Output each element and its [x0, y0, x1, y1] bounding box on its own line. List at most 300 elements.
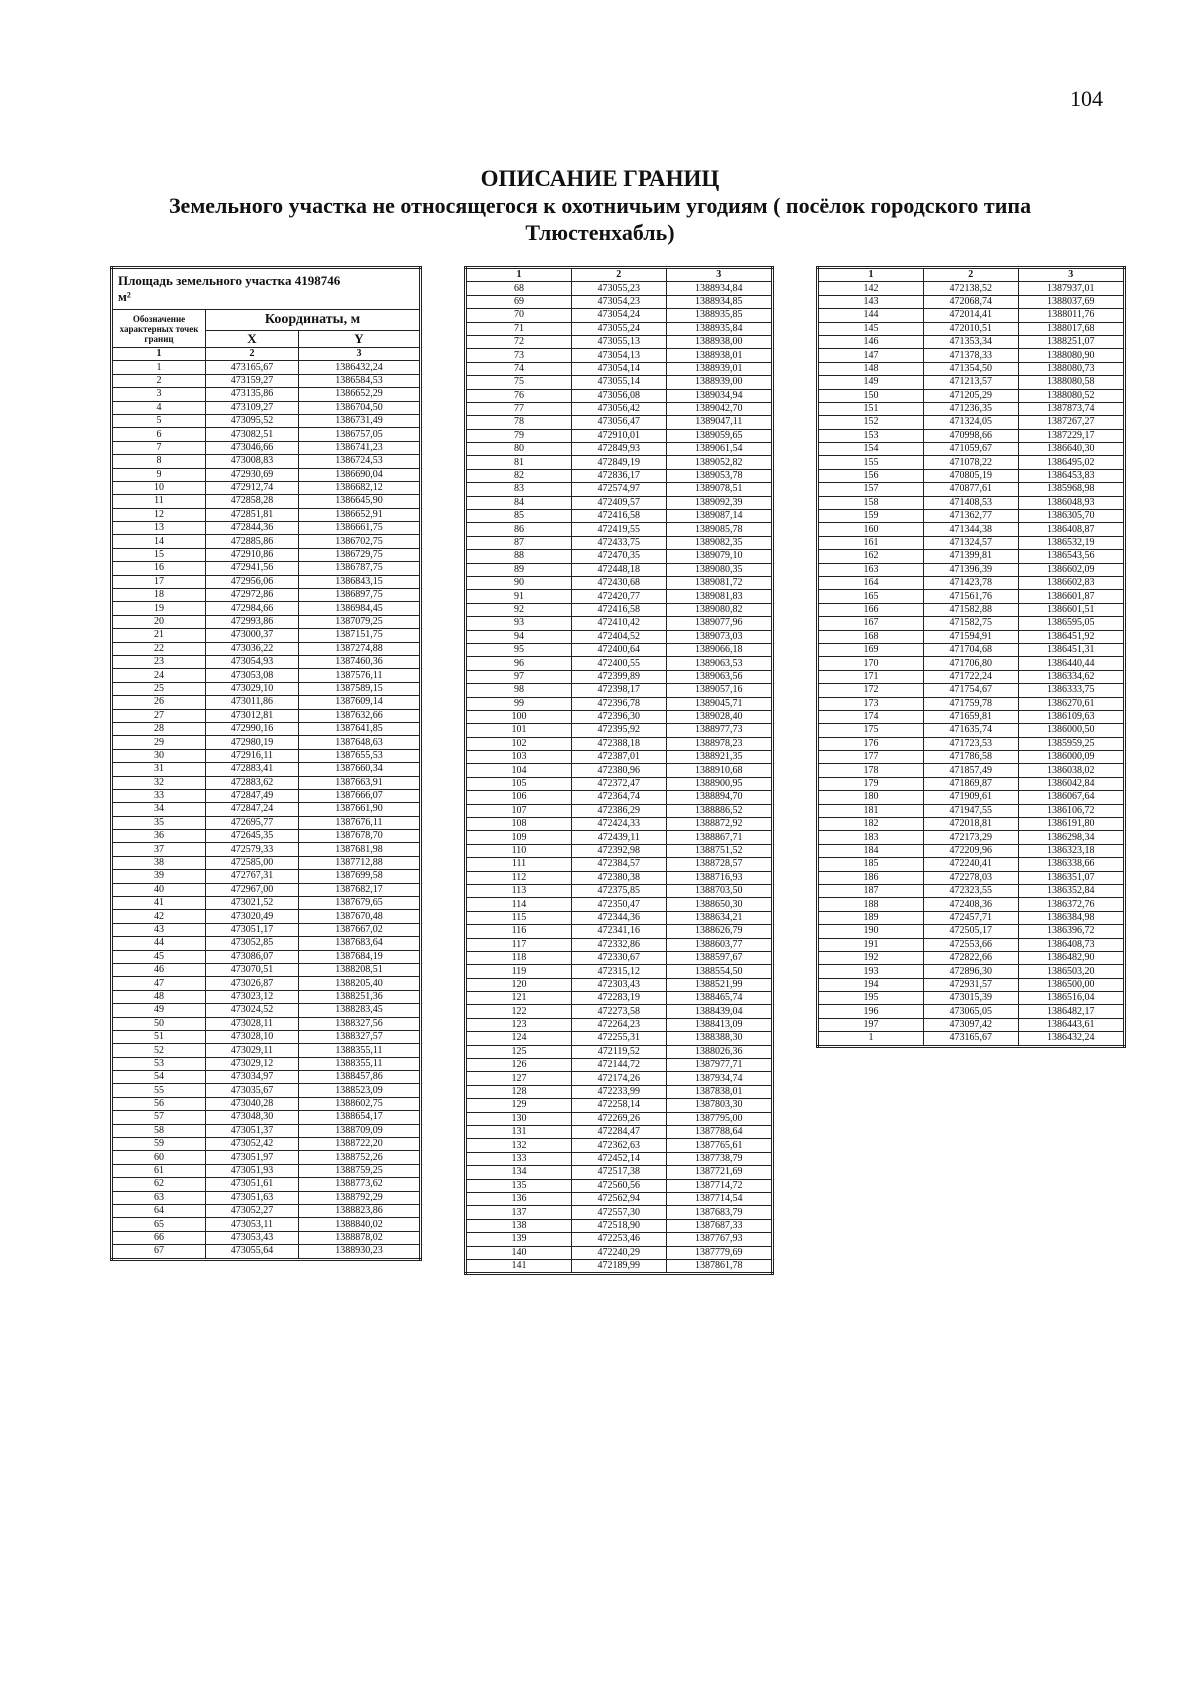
table-row [466, 804, 773, 817]
table-row [818, 844, 1125, 857]
table-row [466, 925, 773, 938]
table-row [112, 1084, 421, 1097]
point-number: 136 [466, 1192, 572, 1205]
x-coordinate: 472851,81 [206, 508, 299, 521]
x-coordinate: 473040,28 [206, 1097, 299, 1110]
x-coordinate: 471205,29 [924, 389, 1019, 402]
y-coordinate: 1388939,00 [666, 376, 772, 389]
col-num-1: 1 [818, 268, 924, 282]
point-number: 189 [818, 911, 924, 924]
y-coordinate: 1388900,95 [666, 777, 772, 790]
table-row [466, 1085, 773, 1098]
x-coordinate: 472836,17 [572, 469, 667, 482]
point-number: 184 [818, 844, 924, 857]
y-coordinate: 1388603,77 [666, 938, 772, 951]
table-row [466, 483, 773, 496]
table-row [112, 736, 421, 749]
x-coordinate: 472585,00 [206, 856, 299, 869]
y-coordinate: 1386432,24 [1018, 1032, 1124, 1046]
x-coordinate: 472457,71 [924, 911, 1019, 924]
y-coordinate: 1387576,11 [299, 669, 421, 682]
x-coordinate: 472847,49 [206, 789, 299, 802]
point-number: 51 [112, 1030, 206, 1043]
point-number: 38 [112, 856, 206, 869]
table-row [466, 550, 773, 563]
x-coordinate: 473055,13 [572, 335, 667, 348]
table-row [818, 416, 1125, 429]
table-row [112, 455, 421, 468]
point-number: 188 [818, 898, 924, 911]
table-row [112, 1205, 421, 1218]
y-coordinate: 1386495,02 [1018, 456, 1124, 469]
table-row [466, 1219, 773, 1232]
coordinates-header: Координаты, м [206, 310, 421, 331]
point-number: 163 [818, 563, 924, 576]
y-coordinate: 1389066,18 [666, 643, 772, 656]
point-number: 95 [466, 643, 572, 656]
x-coordinate: 473055,23 [572, 282, 667, 295]
y-coordinate: 1386500,00 [1018, 978, 1124, 991]
point-number: 187 [818, 884, 924, 897]
point-number: 150 [818, 389, 924, 402]
table-row [818, 590, 1125, 603]
point-number: 162 [818, 550, 924, 563]
point-number: 64 [112, 1205, 206, 1218]
x-coordinate: 472990,16 [206, 722, 299, 735]
point-number: 122 [466, 1005, 572, 1018]
x-coordinate: 472912,74 [206, 481, 299, 494]
x-coordinate: 472645,35 [206, 830, 299, 843]
x-coordinate: 472916,11 [206, 749, 299, 762]
point-number: 174 [818, 710, 924, 723]
x-coordinate: 473051,37 [206, 1124, 299, 1137]
point-number: 164 [818, 576, 924, 589]
table-row [112, 1164, 421, 1177]
table-row [466, 469, 773, 482]
x-coordinate: 470998,66 [924, 429, 1019, 442]
table-row [112, 803, 421, 816]
table-row [818, 1032, 1125, 1046]
point-number: 62 [112, 1178, 206, 1191]
point-number: 106 [466, 791, 572, 804]
y-coordinate: 1388026,36 [666, 1045, 772, 1058]
x-coordinate: 471344,38 [924, 523, 1019, 536]
table-row [466, 1259, 773, 1273]
point-number: 123 [466, 1018, 572, 1031]
y-coordinate: 1389063,56 [666, 670, 772, 683]
table-row [466, 617, 773, 630]
point-number: 121 [466, 992, 572, 1005]
x-coordinate: 473052,85 [206, 937, 299, 950]
x-coordinate: 471362,77 [924, 510, 1019, 523]
table-row [466, 670, 773, 683]
y-coordinate: 1386338,66 [1018, 858, 1124, 871]
table-row [112, 843, 421, 856]
y-coordinate: 1386334,62 [1018, 670, 1124, 683]
y-coordinate: 1388439,04 [666, 1005, 772, 1018]
y-coordinate: 1386652,91 [299, 508, 421, 521]
x-coordinate: 473029,11 [206, 1044, 299, 1057]
y-coordinate: 1389052,82 [666, 456, 772, 469]
table-row [818, 630, 1125, 643]
point-number: 58 [112, 1124, 206, 1137]
point-number: 48 [112, 990, 206, 1003]
point-number: 92 [466, 603, 572, 616]
point-number: 35 [112, 816, 206, 829]
y-coordinate: 1388327,56 [299, 1017, 421, 1030]
point-number: 134 [466, 1166, 572, 1179]
table-row [466, 898, 773, 911]
point-number: 138 [466, 1219, 572, 1232]
y-coordinate: 1389080,35 [666, 563, 772, 576]
table-row [466, 831, 773, 844]
x-coordinate: 472278,03 [924, 871, 1019, 884]
point-number: 143 [818, 295, 924, 308]
y-coordinate: 1386440,44 [1018, 657, 1124, 670]
table-row [466, 523, 773, 536]
point-number: 112 [466, 871, 572, 884]
table-row [818, 603, 1125, 616]
x-coordinate: 472399,89 [572, 670, 667, 683]
x-coordinate: 472240,29 [572, 1246, 667, 1259]
point-number: 129 [466, 1099, 572, 1112]
x-coordinate: 473053,43 [206, 1231, 299, 1244]
x-coordinate: 472967,00 [206, 883, 299, 896]
point-number: 93 [466, 617, 572, 630]
x-coordinate: 472956,06 [206, 575, 299, 588]
table-row [112, 923, 421, 936]
table-row [466, 871, 773, 884]
point-number: 137 [466, 1206, 572, 1219]
table-row [112, 589, 421, 602]
point-number: 41 [112, 897, 206, 910]
point-number: 97 [466, 670, 572, 683]
x-coordinate: 472386,29 [572, 804, 667, 817]
y-coordinate: 1387660,34 [299, 763, 421, 776]
point-number: 144 [818, 309, 924, 322]
x-coordinate: 472315,12 [572, 965, 667, 978]
y-coordinate: 1386704,50 [299, 401, 421, 414]
x-coordinate: 473029,10 [206, 682, 299, 695]
point-number: 5 [112, 414, 206, 427]
x-coordinate: 473165,67 [924, 1032, 1019, 1046]
point-number: 86 [466, 523, 572, 536]
table-row [466, 510, 773, 523]
point-number: 54 [112, 1071, 206, 1084]
table-row [466, 818, 773, 831]
y-coordinate: 1387666,07 [299, 789, 421, 802]
area-label: Площадь земельного участка 4198746 [118, 273, 341, 288]
x-coordinate: 471759,78 [924, 697, 1019, 710]
x-coordinate: 472695,77 [206, 816, 299, 829]
table-row [112, 722, 421, 735]
y-coordinate: 1388703,50 [666, 884, 772, 897]
y-coordinate: 1387151,75 [299, 629, 421, 642]
x-coordinate: 473046,66 [206, 441, 299, 454]
point-number: 154 [818, 443, 924, 456]
table-row [818, 992, 1125, 1005]
y-coordinate: 1388080,73 [1018, 362, 1124, 375]
y-coordinate: 1386067,64 [1018, 791, 1124, 804]
x-coordinate: 471059,67 [924, 443, 1019, 456]
table-row [112, 1111, 421, 1124]
table-row [466, 965, 773, 978]
table-row [818, 643, 1125, 656]
point-number: 179 [818, 777, 924, 790]
point-number: 30 [112, 749, 206, 762]
point-number: 126 [466, 1059, 572, 1072]
table-row [112, 789, 421, 802]
table-row [112, 1138, 421, 1151]
table-row [818, 684, 1125, 697]
point-number: 56 [112, 1097, 206, 1110]
table-row [466, 938, 773, 951]
x-coordinate: 471236,35 [924, 402, 1019, 415]
point-number: 79 [466, 429, 572, 442]
y-header: Y [299, 331, 421, 348]
y-coordinate: 1386109,63 [1018, 710, 1124, 723]
y-coordinate: 1389042,70 [666, 402, 772, 415]
table-row [112, 1191, 421, 1204]
y-coordinate: 1386640,30 [1018, 443, 1124, 456]
point-number: 167 [818, 617, 924, 630]
y-coordinate: 1388752,26 [299, 1151, 421, 1164]
x-coordinate: 472387,01 [572, 751, 667, 764]
y-coordinate: 1388934,85 [666, 295, 772, 308]
x-coordinate: 472984,66 [206, 602, 299, 615]
y-coordinate: 1387632,66 [299, 709, 421, 722]
x-coordinate: 472448,18 [572, 563, 667, 576]
point-number: 80 [466, 443, 572, 456]
point-number: 85 [466, 510, 572, 523]
y-coordinate: 1387229,17 [1018, 429, 1124, 442]
point-number: 157 [818, 483, 924, 496]
table-row [112, 1044, 421, 1057]
point-number: 161 [818, 536, 924, 549]
x-coordinate: 472847,24 [206, 803, 299, 816]
table-row [112, 388, 421, 401]
table-row [466, 1192, 773, 1205]
point-number: 8 [112, 455, 206, 468]
table-row [818, 965, 1125, 978]
x-coordinate: 472350,47 [572, 898, 667, 911]
table-row [818, 858, 1125, 871]
table-row [466, 1045, 773, 1058]
table-row [466, 1018, 773, 1031]
y-coordinate: 1387641,85 [299, 722, 421, 735]
x-coordinate: 472470,35 [572, 550, 667, 563]
x-coordinate: 472433,75 [572, 536, 667, 549]
y-coordinate: 1386601,87 [1018, 590, 1124, 603]
point-number: 108 [466, 818, 572, 831]
x-coordinate: 472885,86 [206, 535, 299, 548]
y-coordinate: 1386270,61 [1018, 697, 1124, 710]
y-coordinate: 1388388,30 [666, 1032, 772, 1045]
x-coordinate: 472557,30 [572, 1206, 667, 1219]
point-number: 1 [818, 1032, 924, 1046]
point-number: 181 [818, 804, 924, 817]
table-row [466, 443, 773, 456]
y-coordinate: 1387873,74 [1018, 402, 1124, 415]
x-coordinate: 473135,86 [206, 388, 299, 401]
x-coordinate: 472372,47 [572, 777, 667, 790]
table-row [818, 322, 1125, 335]
x-coordinate: 471324,05 [924, 416, 1019, 429]
table-row [112, 816, 421, 829]
point-number: 74 [466, 362, 572, 375]
x-coordinate: 471408,53 [924, 496, 1019, 509]
table-row [112, 1071, 421, 1084]
x-coordinate: 473056,47 [572, 416, 667, 429]
y-coordinate: 1386305,70 [1018, 510, 1124, 523]
table-row [466, 1112, 773, 1125]
point-number: 81 [466, 456, 572, 469]
point-number: 21 [112, 629, 206, 642]
point-number: 89 [466, 563, 572, 576]
y-coordinate: 1386408,87 [1018, 523, 1124, 536]
x-coordinate: 472560,56 [572, 1179, 667, 1192]
x-coordinate: 471396,39 [924, 563, 1019, 576]
x-coordinate: 473054,13 [572, 349, 667, 362]
point-number: 90 [466, 576, 572, 589]
point-number: 145 [818, 322, 924, 335]
table-row [112, 481, 421, 494]
table-row [112, 575, 421, 588]
x-coordinate: 471723,53 [924, 737, 1019, 750]
table-row [466, 1005, 773, 1018]
table-row [112, 361, 421, 374]
table-row [112, 401, 421, 414]
y-coordinate: 1388205,40 [299, 977, 421, 990]
y-coordinate: 1389034,94 [666, 389, 772, 402]
point-number: 142 [818, 282, 924, 295]
y-coordinate: 1386298,34 [1018, 831, 1124, 844]
point-number: 61 [112, 1164, 206, 1177]
table-row [112, 428, 421, 441]
y-coordinate: 1386787,75 [299, 562, 421, 575]
x-coordinate: 473053,08 [206, 669, 299, 682]
table-row [112, 1151, 421, 1164]
table-row [818, 402, 1125, 415]
y-coordinate: 1386602,09 [1018, 563, 1124, 576]
table-row [466, 978, 773, 991]
point-number: 19 [112, 602, 206, 615]
x-coordinate: 471213,57 [924, 376, 1019, 389]
y-coordinate: 1388037,69 [1018, 295, 1124, 308]
x-coordinate: 473054,14 [572, 362, 667, 375]
point-number: 185 [818, 858, 924, 871]
table-row [112, 910, 421, 923]
x-coordinate: 472430,68 [572, 576, 667, 589]
x-coordinate: 471324,57 [924, 536, 1019, 549]
point-number: 3 [112, 388, 206, 401]
y-coordinate: 1386652,29 [299, 388, 421, 401]
y-coordinate: 1388935,85 [666, 309, 772, 322]
point-number: 153 [818, 429, 924, 442]
y-coordinate: 1388872,92 [666, 818, 772, 831]
x-coordinate: 472579,33 [206, 843, 299, 856]
y-coordinate: 1386532,19 [1018, 536, 1124, 549]
y-coordinate: 1388602,75 [299, 1097, 421, 1110]
y-coordinate: 1386482,90 [1018, 951, 1124, 964]
table-row [112, 963, 421, 976]
y-coordinate: 1386897,75 [299, 589, 421, 602]
x-coordinate: 472980,19 [206, 736, 299, 749]
y-coordinate: 1387655,53 [299, 749, 421, 762]
point-number: 102 [466, 737, 572, 750]
x-coordinate: 473024,52 [206, 1004, 299, 1017]
col-num-1: 1 [466, 268, 572, 282]
x-coordinate: 472400,64 [572, 643, 667, 656]
x-coordinate: 472341,16 [572, 925, 667, 938]
table-row [818, 697, 1125, 710]
y-coordinate: 1388894,70 [666, 791, 772, 804]
x-coordinate: 473020,49 [206, 910, 299, 923]
table-row [466, 576, 773, 589]
point-number: 2 [112, 374, 206, 387]
y-coordinate: 1388930,23 [299, 1245, 421, 1259]
y-coordinate: 1387861,78 [666, 1259, 772, 1273]
y-coordinate: 1386661,75 [299, 522, 421, 535]
point-number: 82 [466, 469, 572, 482]
y-coordinate: 1388792,29 [299, 1191, 421, 1204]
x-coordinate: 473011,86 [206, 696, 299, 709]
point-number: 25 [112, 682, 206, 695]
table-row [818, 724, 1125, 737]
x-coordinate: 473054,24 [572, 309, 667, 322]
point-number: 128 [466, 1085, 572, 1098]
y-coordinate: 1387767,93 [666, 1233, 772, 1246]
table-row [466, 590, 773, 603]
y-coordinate: 1388935,84 [666, 322, 772, 335]
table-row [112, 1030, 421, 1043]
table-row [818, 925, 1125, 938]
y-coordinate: 1389073,03 [666, 630, 772, 643]
point-number: 146 [818, 335, 924, 348]
table-row [466, 1139, 773, 1152]
point-number: 171 [818, 670, 924, 683]
table-row [112, 374, 421, 387]
y-coordinate: 1388554,50 [666, 965, 772, 978]
y-coordinate: 1388751,52 [666, 844, 772, 857]
table-row [818, 911, 1125, 924]
y-coordinate: 1388650,30 [666, 898, 772, 911]
table-row [818, 295, 1125, 308]
point-number: 12 [112, 508, 206, 521]
point-number: 192 [818, 951, 924, 964]
y-coordinate: 1388773,62 [299, 1178, 421, 1191]
x-coordinate: 472972,86 [206, 589, 299, 602]
table-row [466, 657, 773, 670]
y-coordinate: 1389047,11 [666, 416, 772, 429]
table-row [112, 749, 421, 762]
table-row [466, 724, 773, 737]
point-number: 111 [466, 858, 572, 871]
table-row [112, 950, 421, 963]
point-number: 156 [818, 469, 924, 482]
point-number: 140 [466, 1246, 572, 1259]
x-coordinate: 471947,55 [924, 804, 1019, 817]
document-title-block [0, 165, 1200, 246]
y-coordinate: 1387795,00 [666, 1112, 772, 1125]
x-coordinate: 473086,07 [206, 950, 299, 963]
y-coordinate: 1387699,58 [299, 870, 421, 883]
y-coordinate: 1389063,53 [666, 657, 772, 670]
x-coordinate: 472858,28 [206, 495, 299, 508]
point-number: 131 [466, 1126, 572, 1139]
x-coordinate: 471582,88 [924, 603, 1019, 616]
table-row [818, 804, 1125, 817]
